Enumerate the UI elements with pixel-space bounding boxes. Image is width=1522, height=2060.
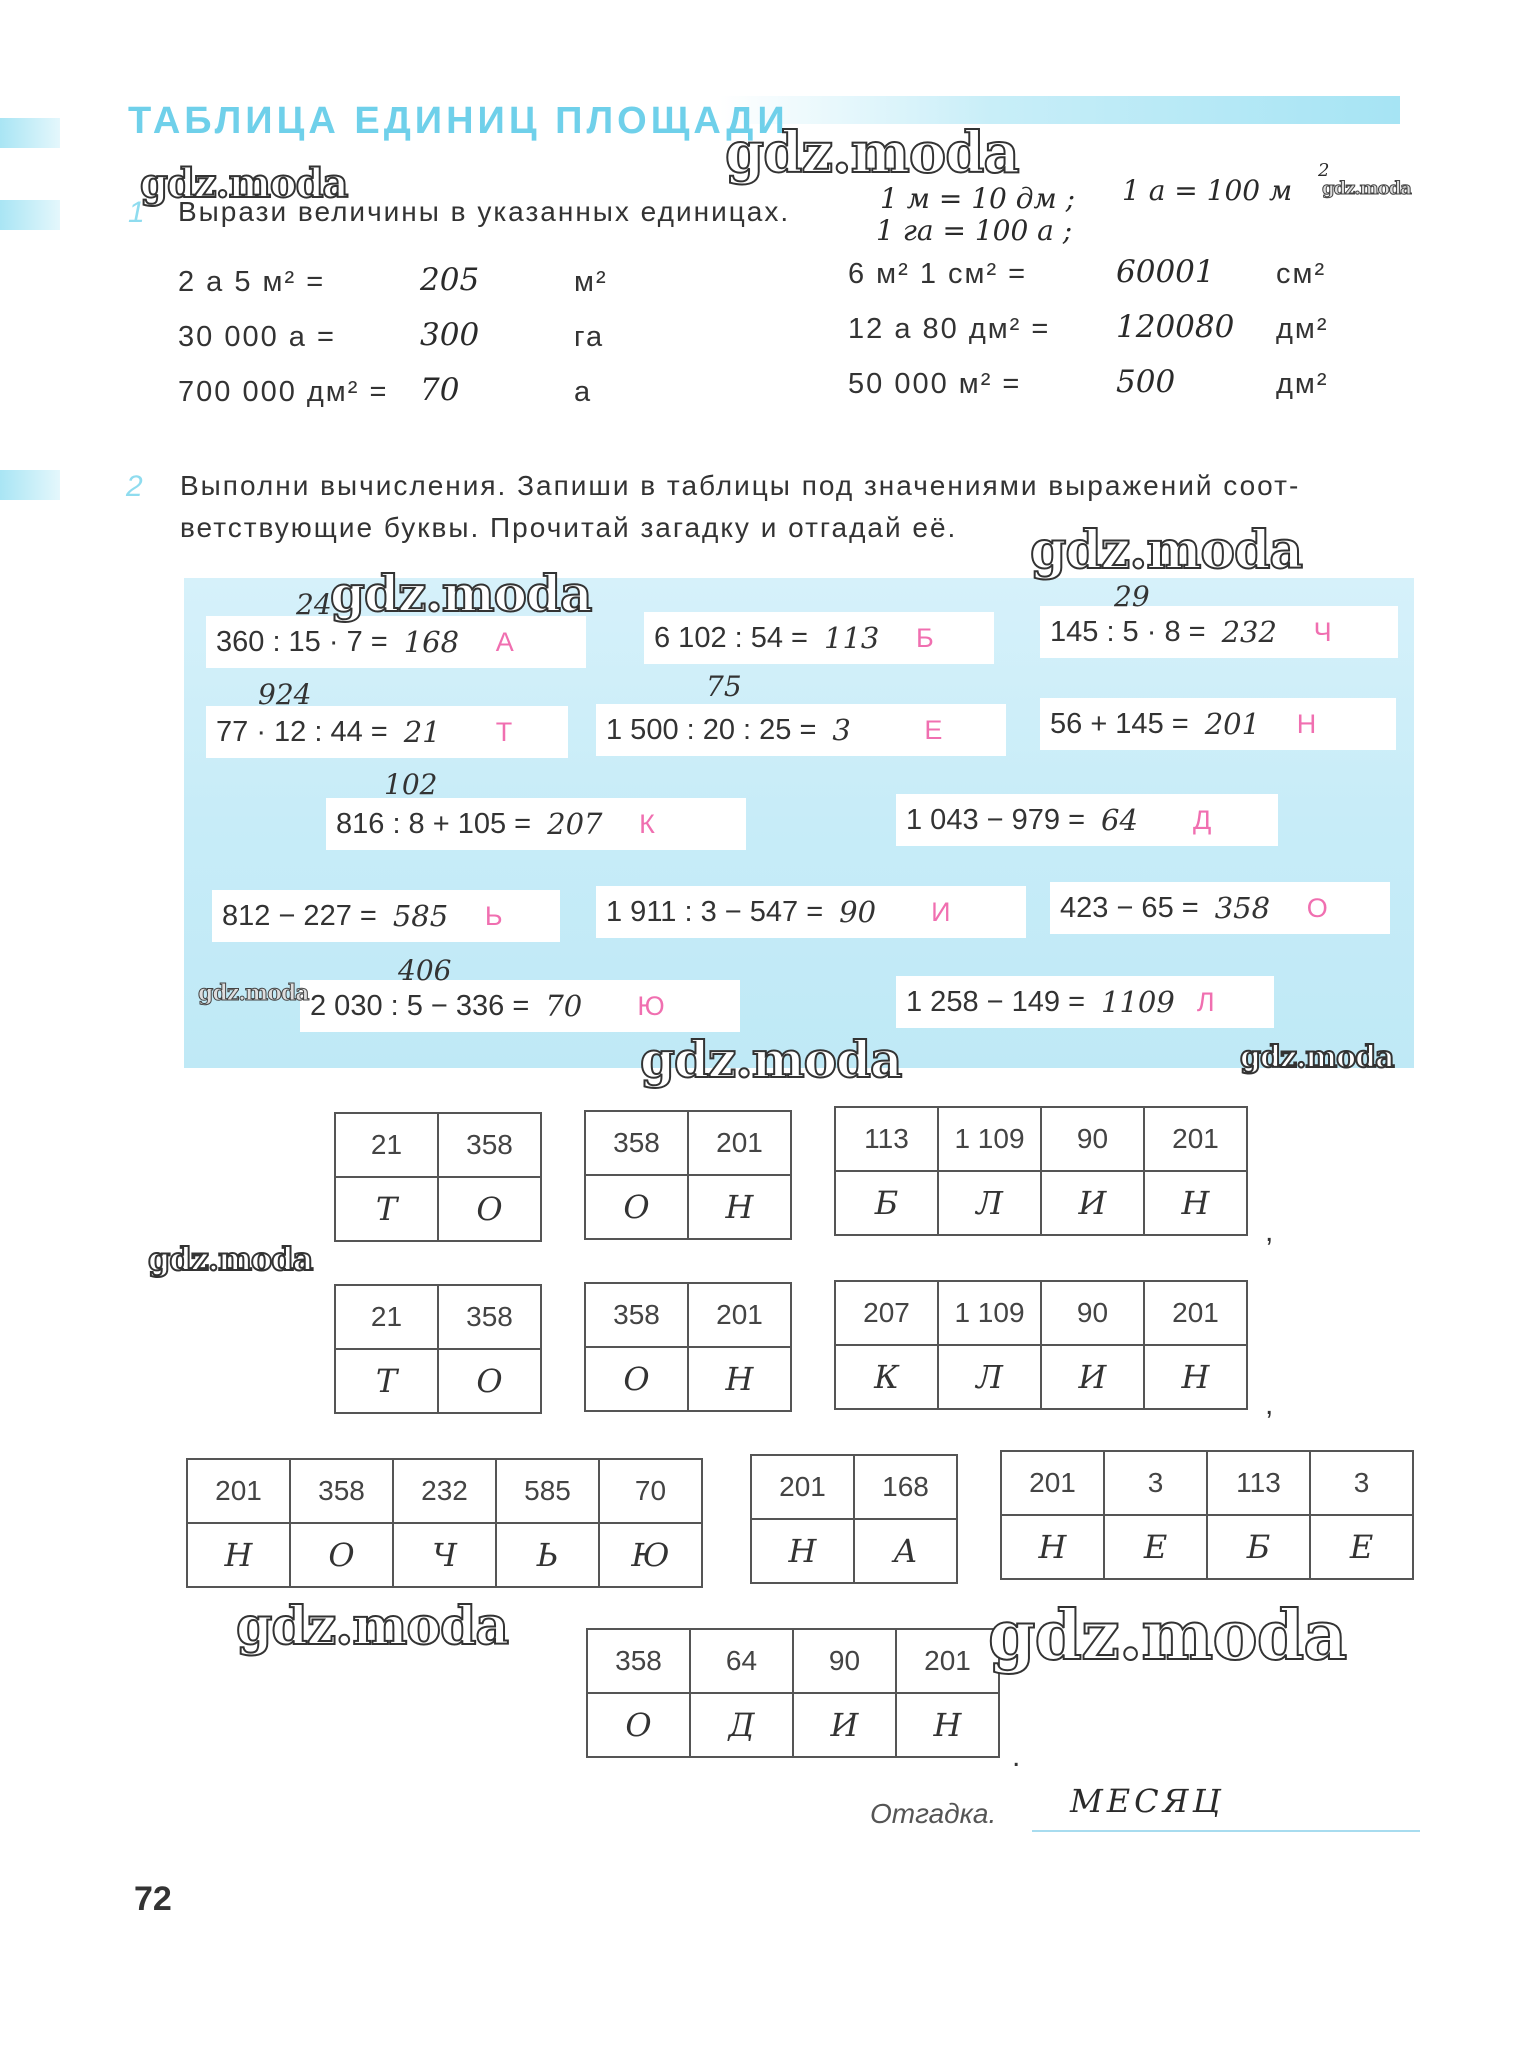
- table-cell-number: 1 109: [938, 1281, 1041, 1345]
- table-cell-letter: Н: [688, 1347, 791, 1411]
- expression-text: 145 : 5 · 8 =: [1050, 615, 1206, 648]
- table-row-letters: [585, 1347, 791, 1411]
- table-cell-number: 358: [585, 1283, 688, 1347]
- table-cell-letter: О: [585, 1347, 688, 1411]
- answer-line: [1032, 1830, 1420, 1832]
- expression-text: 1 500 : 20 : 25 =: [606, 713, 817, 746]
- table-cell-letter: К: [835, 1345, 938, 1409]
- equation-answer: 120080: [1116, 309, 1235, 345]
- comma-2: ,: [1265, 1388, 1274, 1421]
- page-title: ТАБЛИЦА ЕДИНИЦ ПЛОЩАДИ: [128, 100, 789, 142]
- table-cell-letter: Н: [688, 1175, 791, 1239]
- table-cell-number: 90: [1041, 1281, 1144, 1345]
- table-cell-number: 201: [688, 1111, 791, 1175]
- intermediate-note: 102: [384, 768, 438, 801]
- expression-letter: И: [931, 896, 951, 927]
- expression-box: [896, 794, 1278, 846]
- answer-table: [584, 1282, 792, 1412]
- table-cell-number: 358: [438, 1285, 541, 1349]
- table-cell-letter: И: [793, 1693, 896, 1757]
- watermark: gdz.moda: [1240, 1040, 1394, 1075]
- comma-1: ,: [1265, 1215, 1274, 1248]
- equation-answer: 205: [420, 262, 480, 298]
- expression-box: [644, 612, 994, 664]
- table-cell-letter: Е: [1104, 1515, 1207, 1579]
- expression-box: [206, 616, 586, 668]
- intermediate-note: 406: [398, 954, 452, 987]
- table-cell-letter: Л: [938, 1345, 1041, 1409]
- expression-letter: Д: [1193, 804, 1212, 835]
- table-row-numbers: [187, 1459, 702, 1523]
- answer-table: [750, 1454, 958, 1584]
- note-meter: 1 м = 10 дм ;: [880, 182, 1076, 215]
- table-cell-number: 201: [1144, 1107, 1247, 1171]
- table-cell-letter: Н: [751, 1519, 854, 1583]
- table-cell-letter: О: [587, 1693, 690, 1757]
- table-row-numbers: [335, 1113, 541, 1177]
- task2-instruction-line2: ветствующие буквы. Прочитай загадку и отгадай её.: [180, 512, 958, 543]
- table-row-letters: [835, 1171, 1247, 1235]
- note-exponent: 2: [1318, 160, 1330, 181]
- table-row-numbers: [585, 1111, 791, 1175]
- table-cell-letter: О: [438, 1349, 541, 1413]
- expression-letter: К: [639, 808, 655, 839]
- expression-letter: Ч: [1313, 616, 1332, 647]
- table-cell-letter: Н: [1144, 1345, 1247, 1409]
- table-cell-letter: О: [438, 1177, 541, 1241]
- table-cell-letter: А: [854, 1519, 957, 1583]
- table-cell-number: 168: [854, 1455, 957, 1519]
- expression-box: [1040, 698, 1396, 750]
- equation-expression: 30 000 а =: [178, 321, 336, 353]
- table-cell-number: 90: [793, 1629, 896, 1693]
- table-cell-letter: Н: [1001, 1515, 1104, 1579]
- table-row-letters: [335, 1349, 541, 1413]
- table-cell-letter: Б: [1207, 1515, 1310, 1579]
- equation-expression: 2 а 5 м² =: [178, 266, 326, 298]
- table-cell-number: 201: [1001, 1451, 1104, 1515]
- expression-text: 816 : 8 + 105 =: [336, 807, 532, 840]
- table-cell-number: 201: [896, 1629, 999, 1693]
- equation-unit: см²: [1276, 258, 1327, 290]
- equation-unit: дм²: [1276, 368, 1329, 400]
- table-cell-number: 113: [835, 1107, 938, 1171]
- equation-answer: 500: [1116, 364, 1176, 400]
- expression-answer: 21: [403, 715, 441, 749]
- watermark: gdz.moda: [1322, 178, 1411, 199]
- expression-letter: Л: [1196, 986, 1215, 1017]
- equation-expression: 12 а 80 дм² =: [848, 313, 1051, 345]
- table-cell-number: 201: [1144, 1281, 1247, 1345]
- expression-text: 360 : 15 · 7 =: [216, 625, 388, 658]
- expression-answer: 358: [1214, 891, 1271, 925]
- expression-text: 1 043 − 979 =: [906, 803, 1085, 836]
- answer-value: МЕСЯЦ: [1070, 1782, 1225, 1820]
- expression-answer: 1109: [1101, 985, 1175, 1019]
- watermark: gdz.moda: [198, 980, 309, 1006]
- answer-table: [186, 1458, 703, 1588]
- equation-expression: 700 000 дм² =: [178, 376, 389, 408]
- page-number: 72: [134, 1880, 172, 1918]
- table-row-letters: [751, 1519, 957, 1583]
- table-cell-letter: Ю: [599, 1523, 702, 1587]
- table-cell-number: 358: [585, 1111, 688, 1175]
- watermark: gdz.moda: [330, 564, 592, 623]
- equation-unit: га: [574, 321, 605, 353]
- table-cell-number: 207: [835, 1281, 938, 1345]
- intermediate-note: 924: [258, 678, 312, 711]
- answer-table: [1000, 1450, 1414, 1580]
- task2-number: 2: [126, 470, 143, 503]
- table-cell-number: 358: [587, 1629, 690, 1693]
- table-cell-number: 585: [496, 1459, 599, 1523]
- table-cell-number: 358: [438, 1113, 541, 1177]
- table-cell-number: 90: [1041, 1107, 1144, 1171]
- expression-answer: 70: [545, 989, 583, 1023]
- equation-unit: дм²: [1276, 313, 1329, 345]
- watermark: gdz.moda: [725, 120, 1019, 186]
- intermediate-note: 24: [296, 588, 332, 621]
- expression-letter: Б: [916, 622, 934, 653]
- expression-text: 77 · 12 : 44 =: [216, 715, 388, 748]
- expression-letter: Т: [495, 716, 513, 747]
- intermediate-note: 29: [1114, 580, 1150, 613]
- table-row-numbers: [751, 1455, 957, 1519]
- table-cell-letter: Н: [1144, 1171, 1247, 1235]
- table-row-numbers: [835, 1281, 1247, 1345]
- table-cell-letter: Л: [938, 1171, 1041, 1235]
- table-row-numbers: [585, 1283, 791, 1347]
- expression-box: [212, 890, 560, 942]
- answer-label: Отгадка.: [870, 1798, 997, 1829]
- answer-table: [834, 1106, 1248, 1236]
- table-cell-number: 3: [1310, 1451, 1413, 1515]
- table-cell-letter: Д: [690, 1693, 793, 1757]
- expression-box: [326, 798, 746, 850]
- table-row-numbers: [1001, 1451, 1413, 1515]
- expression-box: [896, 976, 1274, 1028]
- task2-instruction-line1: Выполни вычисления. Запиши в таблицы под значениями выражений соот-: [180, 470, 1301, 501]
- table-row-letters: [585, 1175, 791, 1239]
- table-row-letters: [835, 1345, 1247, 1409]
- table-cell-number: 358: [290, 1459, 393, 1523]
- table-cell-number: 113: [1207, 1451, 1310, 1515]
- note-hectare: 1 га = 100 а ;: [876, 214, 1073, 247]
- expression-text: 1 911 : 3 − 547 =: [606, 895, 824, 928]
- answer-table: [834, 1280, 1248, 1410]
- expression-text: 6 102 : 54 =: [654, 621, 808, 654]
- expression-box: [206, 706, 568, 758]
- table-cell-letter: Т: [335, 1349, 438, 1413]
- expression-box: [1040, 606, 1398, 658]
- table-cell-number: 70: [599, 1459, 702, 1523]
- answer-table: [334, 1112, 542, 1242]
- equation-answer: 70: [420, 372, 460, 408]
- expression-text: 2 030 : 5 − 336 =: [310, 989, 530, 1022]
- expression-text: 812 − 227 =: [222, 899, 377, 932]
- answer-table: [334, 1284, 542, 1414]
- equation-expression: 6 м² 1 см² =: [848, 258, 1028, 290]
- table-cell-number: 3: [1104, 1451, 1207, 1515]
- period: .: [1012, 1740, 1021, 1773]
- table-row-letters: [587, 1693, 999, 1757]
- table-cell-number: 64: [690, 1629, 793, 1693]
- expression-text: 423 − 65 =: [1060, 891, 1199, 924]
- table-cell-letter: Ч: [393, 1523, 496, 1587]
- expression-letter: А: [495, 626, 514, 657]
- watermark: gdz.moda: [236, 1596, 509, 1657]
- table-cell-letter: О: [585, 1175, 688, 1239]
- watermark: gdz.moda: [988, 1596, 1347, 1676]
- expression-answer: 64: [1101, 803, 1138, 837]
- table-cell-number: 201: [688, 1283, 791, 1347]
- side-tab: [0, 200, 60, 230]
- expression-box: [1050, 882, 1390, 934]
- expression-answer: 207: [547, 807, 603, 841]
- equation-expression: 50 000 м² =: [848, 368, 1022, 400]
- table-cell-letter: Н: [896, 1693, 999, 1757]
- table-cell-letter: Т: [335, 1177, 438, 1241]
- watermark: gdz.moda: [1030, 520, 1303, 581]
- expression-letter: Ю: [637, 990, 665, 1021]
- watermark: gdz.moda: [148, 1240, 313, 1278]
- expression-letter: Ь: [484, 900, 503, 931]
- intermediate-note: 75: [706, 670, 742, 703]
- expression-answer: 232: [1221, 615, 1277, 649]
- table-row-letters: [1001, 1515, 1413, 1579]
- table-row-numbers: [335, 1285, 541, 1349]
- expression-answer: 113: [824, 621, 880, 655]
- task1-number: 1: [128, 196, 145, 229]
- expression-answer: 201: [1204, 707, 1261, 741]
- equation-answer: 300: [420, 317, 480, 353]
- table-cell-letter: Н: [187, 1523, 290, 1587]
- answer-table: [584, 1110, 792, 1240]
- table-cell-number: 21: [335, 1285, 438, 1349]
- table-row-letters: [335, 1177, 541, 1241]
- watermark: gdz.moda: [640, 1030, 902, 1089]
- expression-box: [300, 980, 740, 1032]
- expression-answer: 90: [839, 895, 877, 929]
- table-cell-number: 1 109: [938, 1107, 1041, 1171]
- expression-box: [596, 704, 1006, 756]
- equation-unit: а: [574, 376, 593, 408]
- table-row-letters: [187, 1523, 702, 1587]
- expression-letter: О: [1306, 892, 1328, 923]
- side-tab: [0, 118, 60, 148]
- equation-answer: 60001: [1116, 254, 1215, 290]
- expression-answer: 585: [392, 899, 449, 933]
- note-are: 1 а = 100 м: [1122, 174, 1293, 207]
- expression-letter: Е: [924, 714, 943, 745]
- expression-box: [596, 886, 1026, 938]
- table-cell-letter: Б: [835, 1171, 938, 1235]
- watermark: gdz.moda: [140, 160, 348, 207]
- expression-text: 56 + 145 =: [1050, 707, 1189, 740]
- side-tab: [0, 470, 60, 500]
- table-row-numbers: [587, 1629, 999, 1693]
- expression-answer: 3: [832, 713, 851, 747]
- table-cell-number: 201: [751, 1455, 854, 1519]
- table-cell-letter: Ь: [496, 1523, 599, 1587]
- table-cell-letter: И: [1041, 1171, 1144, 1235]
- table-cell-number: 232: [393, 1459, 496, 1523]
- table-cell-letter: Е: [1310, 1515, 1413, 1579]
- table-cell-letter: И: [1041, 1345, 1144, 1409]
- equation-unit: м²: [574, 266, 608, 298]
- answer-table: [586, 1628, 1000, 1758]
- table-cell-number: 21: [335, 1113, 438, 1177]
- table-row-numbers: [835, 1107, 1247, 1171]
- expression-letter: Н: [1296, 708, 1317, 739]
- expression-answer: 168: [403, 625, 460, 659]
- task1-instruction: Вырази величины в указанных единицах.: [178, 196, 791, 227]
- expression-text: 1 258 − 149 =: [906, 985, 1085, 1018]
- table-cell-number: 201: [187, 1459, 290, 1523]
- table-cell-letter: О: [290, 1523, 393, 1587]
